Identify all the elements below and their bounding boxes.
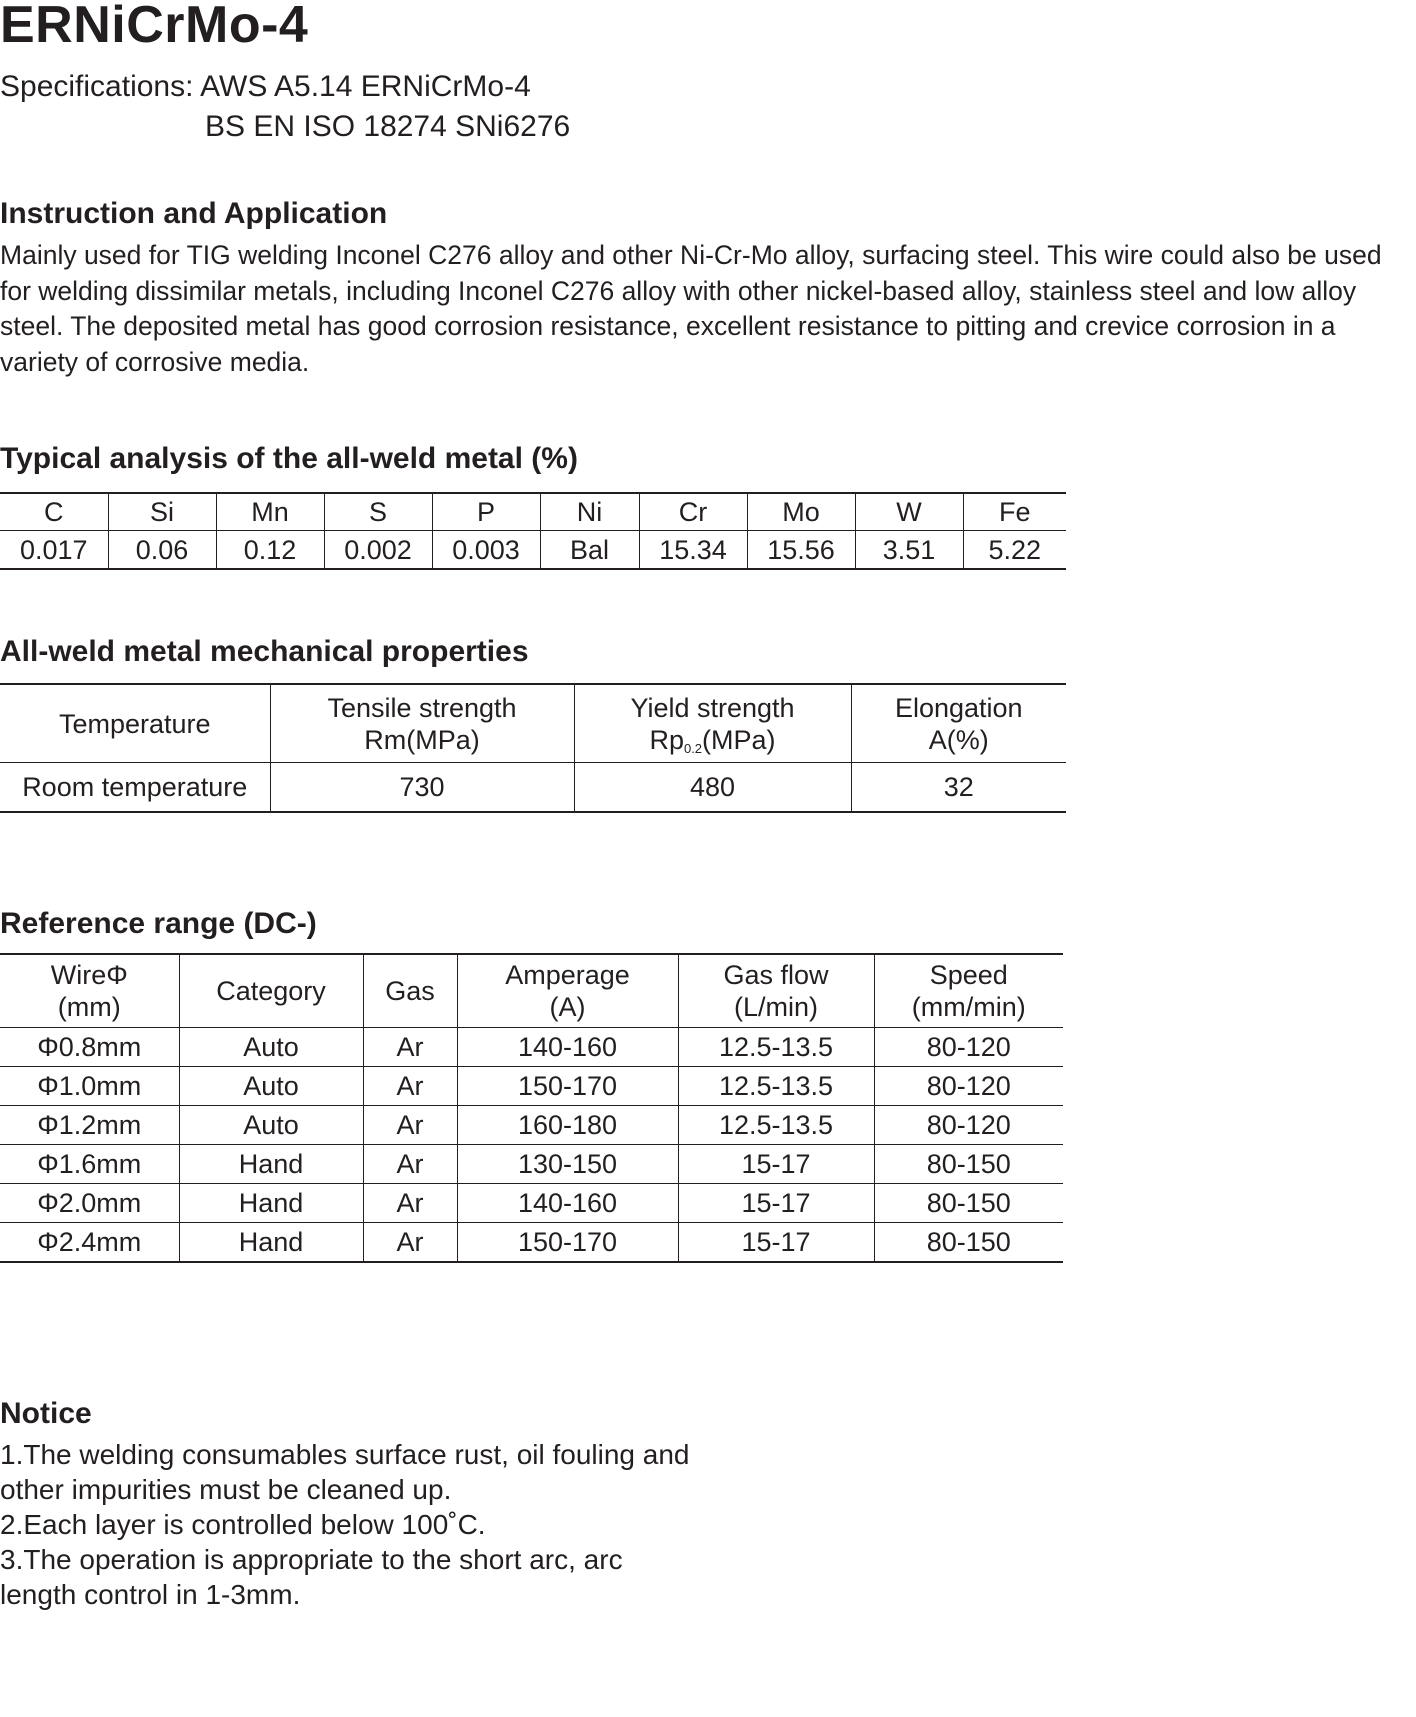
cell-speed: 80-150 — [874, 1184, 1063, 1223]
specification-bs-en-iso: BS EN ISO 18274 SNi6276 — [205, 110, 571, 143]
composition-heading: Typical analysis of the all-weld metal (%) — [0, 442, 578, 475]
cell-gas: Ar — [363, 1106, 457, 1145]
mechanical-table — [0, 683, 1066, 813]
specifications-line-1 — [0, 67, 531, 107]
header-elongation — [851, 684, 1066, 763]
cell-wire: Φ1.6mm — [0, 1145, 179, 1184]
cell-gas-flow: 15-17 — [678, 1184, 874, 1223]
value-tensile: 730 — [270, 763, 574, 813]
cell-gas: Ar — [363, 1184, 457, 1223]
header-amperage-line1: Amperage — [505, 960, 630, 990]
element-cr: Cr — [639, 493, 747, 531]
element-p: P — [432, 493, 540, 531]
table-row — [0, 1145, 1063, 1184]
value-mo: 15.56 — [747, 531, 855, 570]
mechanical-heading: All-weld metal mechanical properties — [0, 635, 529, 668]
cell-gas-flow: 12.5-13.5 — [678, 1106, 874, 1145]
specification-aws: AWS A5.14 ERNiCrMo-4 — [200, 70, 531, 103]
cell-category: Auto — [179, 1028, 363, 1067]
cell-gas: Ar — [363, 1145, 457, 1184]
table-row — [0, 1106, 1063, 1145]
instruction-heading: Instruction and Application — [0, 197, 388, 230]
header-speed — [874, 954, 1063, 1028]
element-si: Si — [108, 493, 216, 531]
cell-wire: Φ1.0mm — [0, 1067, 179, 1106]
cell-gas-flow: 15-17 — [678, 1223, 874, 1263]
header-tensile-line2: Rm(MPa) — [364, 724, 480, 755]
element-mn: Mn — [216, 493, 324, 531]
value-yield: 480 — [574, 763, 851, 813]
header-amperage — [457, 954, 678, 1028]
header-tensile-strength — [270, 684, 574, 763]
header-gasflow-line1: Gas flow — [723, 960, 829, 990]
header-temperature: Temperature — [0, 684, 270, 763]
value-c: 0.017 — [19, 534, 88, 565]
cell-speed: 80-150 — [874, 1223, 1063, 1263]
element-s: S — [324, 493, 432, 531]
cell-amperage: 160-180 — [457, 1106, 678, 1145]
cell-amperage: 130-150 — [457, 1145, 678, 1184]
header-gas-flow — [678, 954, 874, 1028]
header-speed-line1: Speed — [929, 960, 1008, 990]
table-row — [0, 1067, 1063, 1106]
notice-line-2: other impurities must be cleaned up. — [0, 1474, 452, 1505]
cell-wire: Φ0.8mm — [37, 1032, 142, 1062]
cell-speed: 80-120 — [874, 1067, 1063, 1106]
cell-category: Hand — [179, 1145, 363, 1184]
reference-table — [0, 953, 1063, 1263]
header-yield-rp: Rp — [649, 724, 684, 755]
page-title: ERNiCrMo-4 — [0, 0, 309, 54]
cell-speed: 80-120 — [874, 1106, 1063, 1145]
header-elongation-line2: A(%) — [928, 724, 989, 755]
mechanical-header-row — [0, 684, 1066, 763]
header-category: Category — [179, 954, 363, 1028]
element-w: W — [855, 493, 963, 531]
cell-gas-flow: 12.5-13.5 — [678, 1028, 874, 1067]
cell-gas: Ar — [363, 1028, 457, 1067]
header-yield-strength — [574, 684, 851, 763]
header-yield-unit: (MPa) — [702, 724, 776, 755]
header-yield-line1: Yield strength — [630, 692, 795, 723]
notice-line-4: 3.The operation is appropriate to the short arc, arc — [0, 1544, 623, 1575]
value-elongation: 32 — [851, 763, 1066, 813]
mechanical-value-row — [0, 763, 1066, 813]
header-wire-line1: WireΦ — [50, 960, 128, 990]
element-mo: Mo — [747, 493, 855, 531]
header-yield-line2 — [575, 724, 851, 756]
value-fe: 5.22 — [963, 531, 1066, 570]
header-elongation-line1: Elongation — [894, 692, 1023, 723]
header-gas: Gas — [363, 954, 457, 1028]
cell-speed: 80-150 — [874, 1145, 1063, 1184]
value-si: 0.06 — [108, 531, 216, 570]
notice-line-3: 2.Each layer is controlled below 100˚C. — [0, 1509, 486, 1540]
cell-amperage: 140-160 — [457, 1184, 678, 1223]
table-row — [0, 1184, 1063, 1223]
cell-gas: Ar — [363, 1067, 457, 1106]
cell-gas: Ar — [363, 1223, 457, 1263]
element-ni: Ni — [540, 493, 639, 531]
cell-amperage: 140-160 — [457, 1028, 678, 1067]
cell-category: Hand — [179, 1184, 363, 1223]
value-ni: Bal — [540, 531, 639, 570]
cell-gas-flow: 15-17 — [678, 1145, 874, 1184]
value-mn: 0.12 — [216, 531, 324, 570]
cell-category: Hand — [179, 1223, 363, 1263]
notice-heading: Notice — [0, 1397, 92, 1430]
notice-line-1: 1.The welding consumables surface rust, oil fouling and — [0, 1439, 690, 1470]
reference-heading: Reference range (DC-) — [0, 907, 317, 940]
reference-header-row — [0, 954, 1063, 1028]
cell-speed: 80-120 — [874, 1028, 1063, 1067]
header-yield-subscript: 0.2 — [683, 740, 703, 756]
specifications-label: Specifications: — [0, 70, 194, 103]
header-gasflow-line2: (L/min) — [733, 992, 818, 1022]
cell-wire: Φ2.4mm — [0, 1223, 179, 1263]
element-fe: Fe — [963, 493, 1066, 531]
header-wire-line2: (mm) — [57, 992, 121, 1022]
cell-category: Auto — [179, 1106, 363, 1145]
cell-amperage: 150-170 — [457, 1223, 678, 1263]
instruction-text: Mainly used for TIG welding Inconel C276 alloy and other Ni-Cr-Mo alloy, surfacing steel. This wire could also be used for welding dissimilar metals, including Inconel C276 alloy with other nickel-based alloy, stainless steel and low alloy steel. The deposited metal has good corrosion resistance, excellent resistance to pitting and crevice corrosion in a variety of corrosive media. — [0, 240, 1382, 377]
value-cr: 15.34 — [639, 531, 747, 570]
notice-line-5: length control in 1-3mm. — [0, 1579, 301, 1610]
table-row — [0, 1028, 1063, 1067]
element-c: C — [0, 493, 108, 531]
cell-amperage: 150-170 — [457, 1067, 678, 1106]
value-temperature: Room temperature — [22, 772, 248, 802]
value-s: 0.002 — [324, 531, 432, 570]
header-tensile-line1: Tensile strength — [327, 692, 517, 723]
header-wire — [0, 954, 179, 1028]
composition-table — [0, 492, 1066, 570]
cell-gas-flow: 12.5-13.5 — [678, 1067, 874, 1106]
header-speed-line2: (mm/min) — [911, 992, 1026, 1022]
composition-element-row — [0, 493, 1066, 531]
header-amperage-line2: (A) — [549, 992, 586, 1022]
cell-category: Auto — [179, 1067, 363, 1106]
value-w: 3.51 — [855, 531, 963, 570]
cell-wire: Φ2.0mm — [0, 1184, 179, 1223]
cell-wire: Φ1.2mm — [0, 1106, 179, 1145]
table-row — [0, 1223, 1063, 1263]
value-p: 0.003 — [432, 531, 540, 570]
composition-value-row — [0, 531, 1066, 570]
